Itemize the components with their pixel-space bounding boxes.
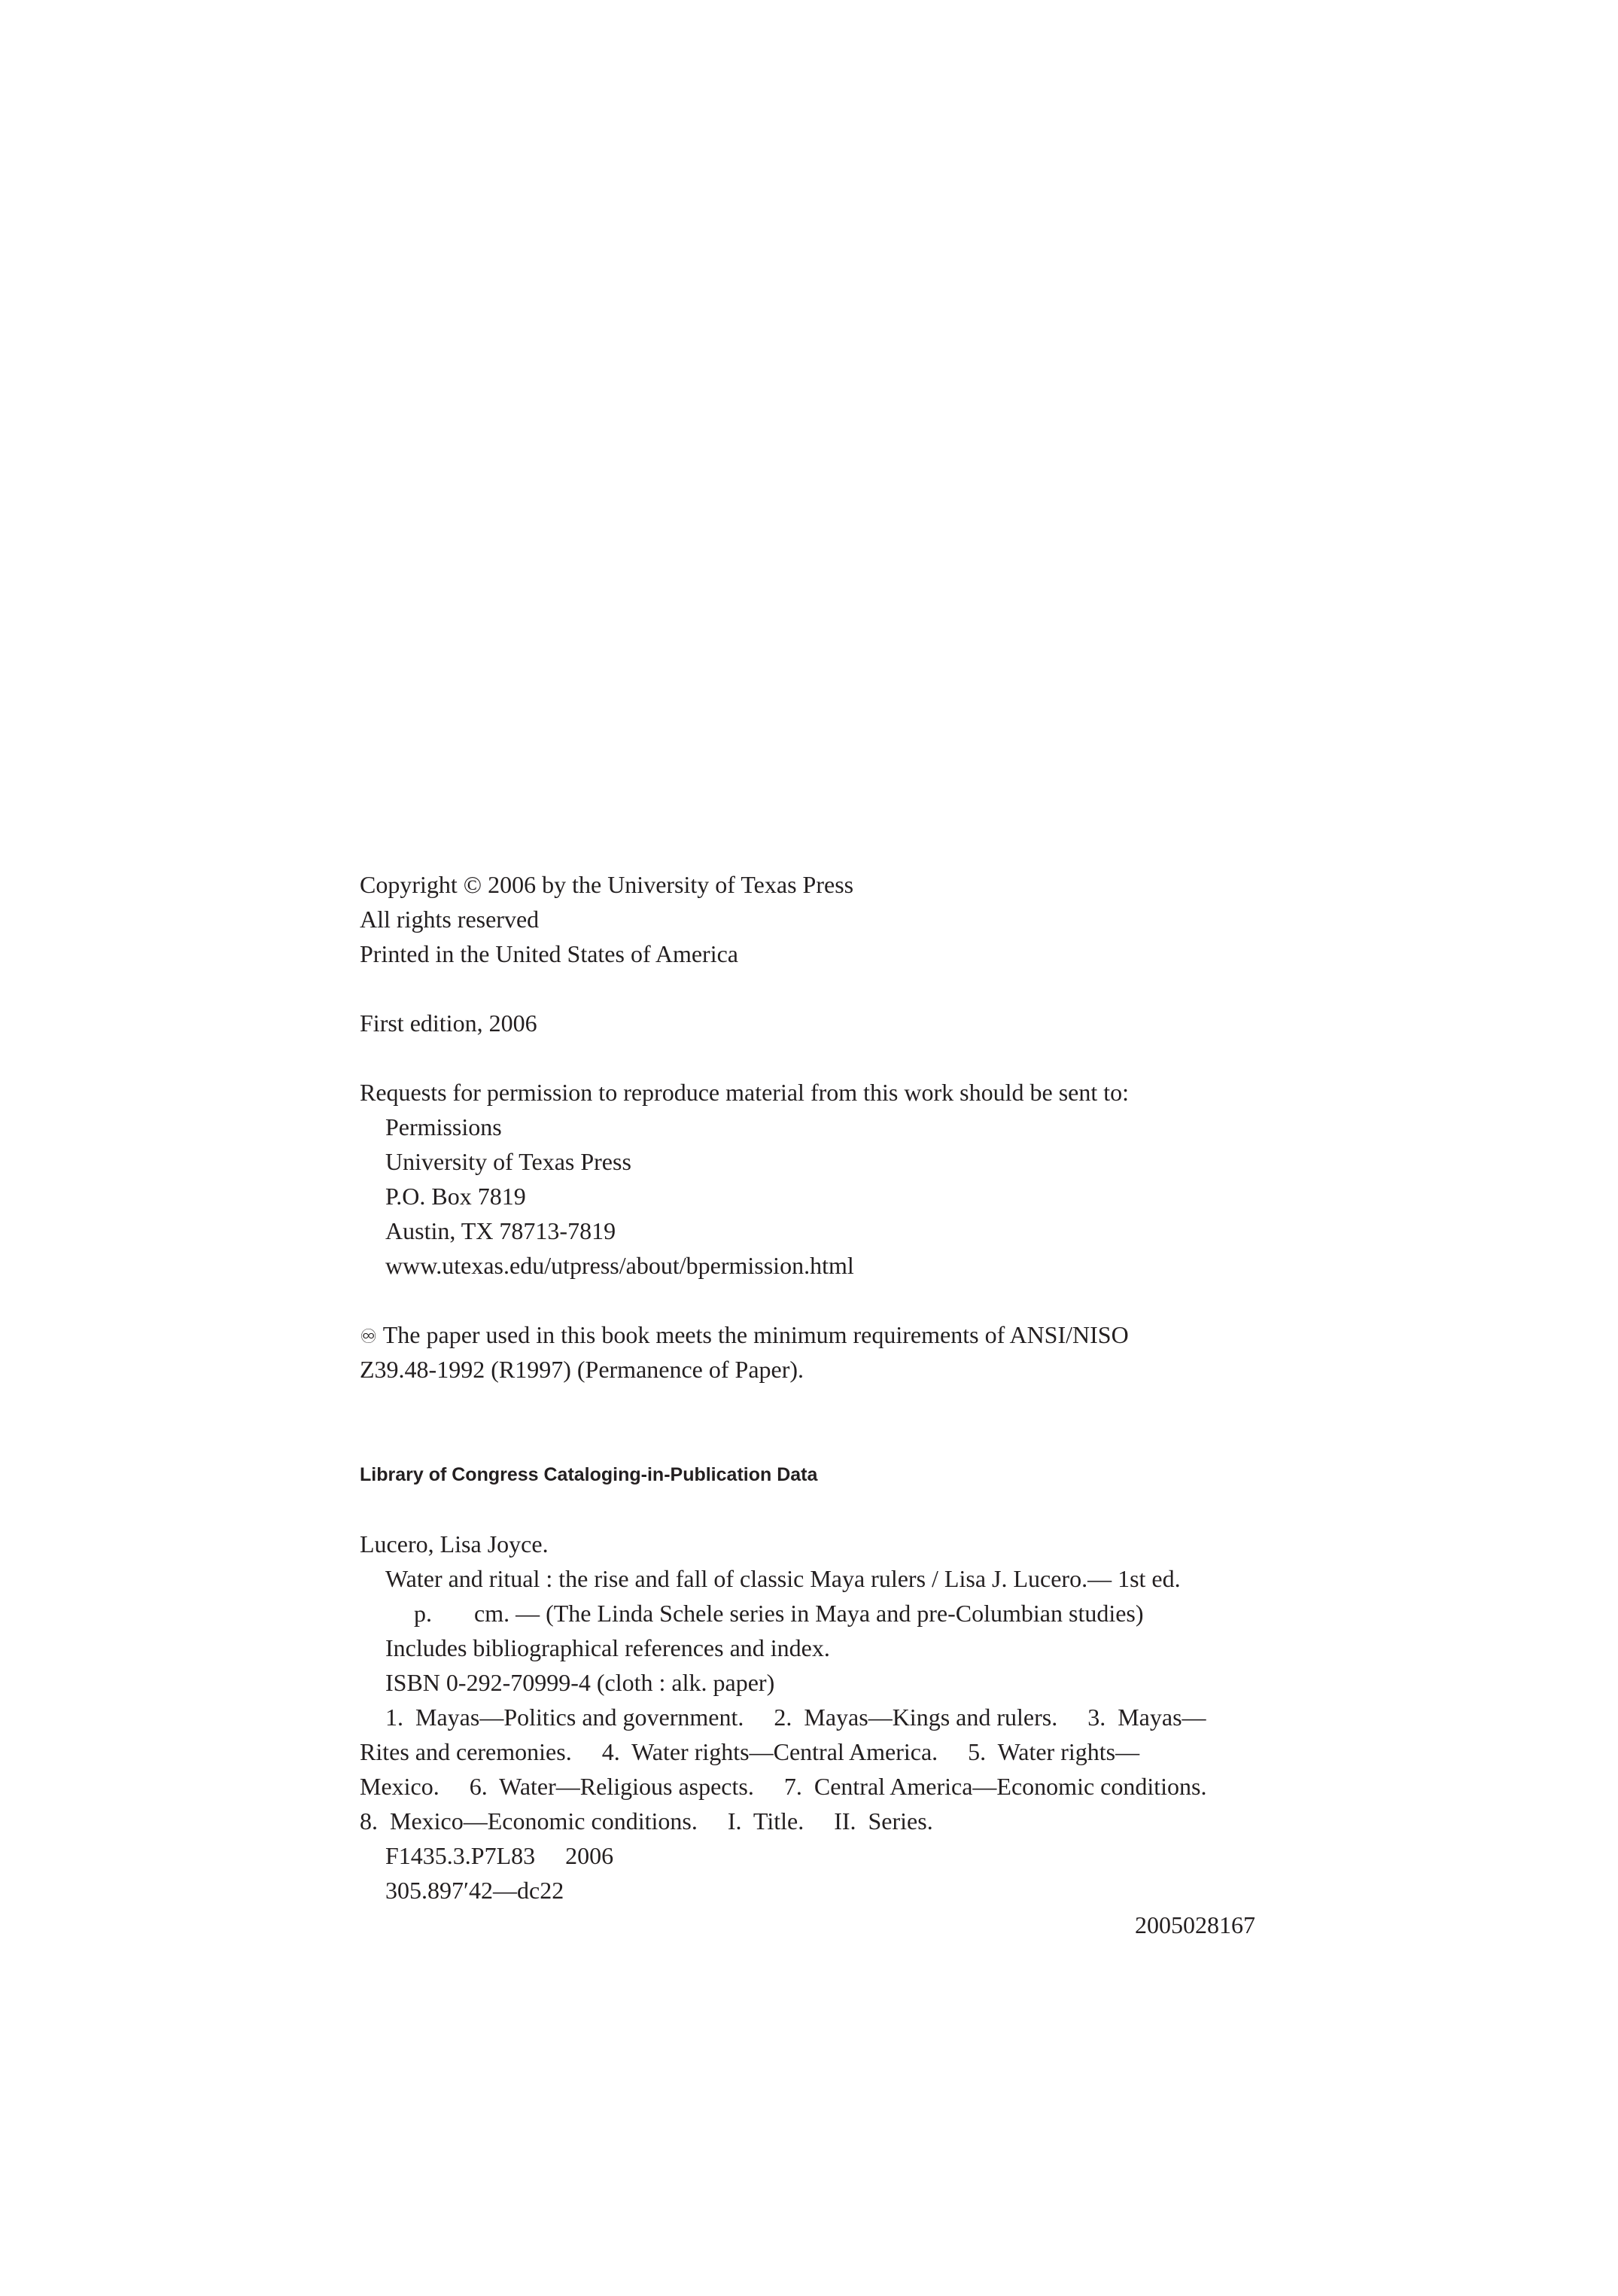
paper-notice-text: The paper used in this book meets the minimum requirements of ANSI/NISO (382, 1321, 1129, 1348)
cip-title: Water and ritual : the rise and fall of classic Maya rulers / Lisa J. Lucero.— 1st ed. (385, 1565, 1181, 1592)
copyright-block (360, 867, 1255, 971)
edition-line: First edition, 2006 (360, 1009, 537, 1037)
edition-block (360, 1006, 1255, 1040)
cip-heading: Library of Congress Cataloging-in-Publication Data (360, 1464, 818, 1485)
cip-dewey: 305.897′42—dc22 (385, 1877, 564, 1904)
copyright-line: Copyright © 2006 by the University of Texas Press (360, 871, 854, 898)
cip-isbn: ISBN 0-292-70999-4 (cloth : alk. paper) (385, 1669, 775, 1696)
cip-pages-rest: cm. — (The Linda Schele series in Maya and pre-Columbian studies) (474, 1600, 1144, 1627)
cip-record (360, 1527, 1255, 1942)
infinity-paper-icon: ♾ (360, 1326, 378, 1347)
permissions-request: Requests for permission to reproduce material from this work should be sent to: (360, 1079, 1130, 1106)
cip-call-number: F1435.3.P7L83 2006 (385, 1842, 614, 1869)
cip-notes: Includes bibliographical references and index. (385, 1634, 830, 1661)
permissions-block (360, 1075, 1255, 1283)
paper-notice (360, 1317, 1255, 1387)
cip-subjects-line: Mexico. 6. Water—Religious aspects. 7. Central America—Economic conditions. (360, 1773, 1207, 1800)
cip-author: Lucero, Lisa Joyce. (360, 1530, 549, 1558)
paper-standard-line: Z39.48-1992 (R1997) (Permanence of Paper). (360, 1356, 804, 1383)
rights-line: All rights reserved (360, 906, 540, 933)
cip-lccn: 2005028167 (1135, 1911, 1255, 1938)
cip-subjects-line: 8. Mexico—Economic conditions. I. Title. II. Series. (360, 1807, 933, 1835)
cip-subjects-line: 1. Mayas—Politics and government. 2. Mayas—Kings and rulers. 3. Mayas— (385, 1704, 1206, 1731)
cip-subjects-line: Rites and ceremonies. 4. Water rights—Central America. 5. Water rights— (360, 1738, 1140, 1765)
paper-notice-line (360, 1317, 1255, 1352)
address-line: Austin, TX 78713-7819 (385, 1217, 616, 1244)
cip-pages-p: p. (414, 1600, 432, 1627)
address-line: P.O. Box 7819 (385, 1183, 526, 1210)
cip-pages (360, 1596, 1255, 1631)
address-line: University of Texas Press (385, 1148, 631, 1175)
permissions-url: www.utexas.edu/utpress/about/bpermission.html (385, 1252, 854, 1279)
printed-line: Printed in the United States of America (360, 940, 738, 967)
address-line: Permissions (385, 1113, 502, 1140)
